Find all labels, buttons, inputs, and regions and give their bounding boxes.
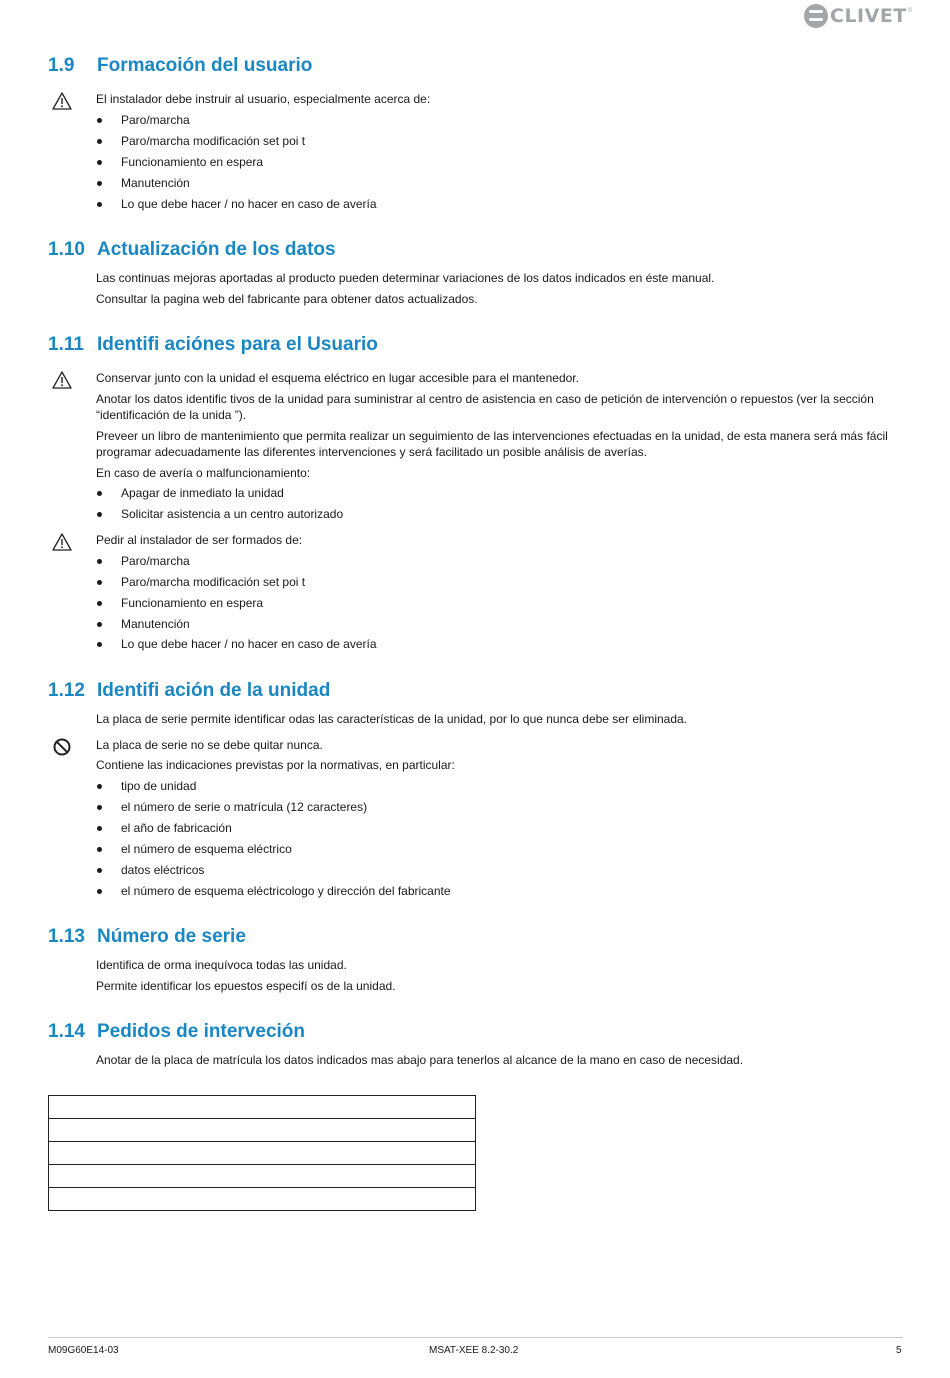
paragraph: Identifica de orma inequívoca todas las unidad. (96, 958, 347, 972)
bullet-dot (97, 826, 102, 831)
paragraph: Permite identificar los epuestos especifí os de la unidad. (96, 979, 396, 993)
bullet-dot (97, 512, 102, 517)
bullet-dot (97, 889, 102, 894)
table-row (49, 1165, 475, 1188)
section-title: Actualización de los datos (97, 239, 336, 260)
list-item-text: el número de serie o matrícula (12 caracteres) (121, 800, 368, 814)
logo-registered-mark: ® (907, 8, 913, 14)
section-heading (48, 239, 336, 261)
bullet-dot (97, 642, 102, 647)
bullet-dot (97, 160, 102, 165)
bullet-dot (97, 181, 102, 186)
bullet-dot (97, 118, 102, 123)
clivet-logo (804, 4, 912, 28)
list-item-text: Manutención (121, 617, 190, 631)
section-number: 1.10 (48, 239, 85, 260)
section-number: 1.9 (48, 55, 75, 76)
section-title: Identifi ación de la unidad (97, 680, 331, 701)
section-number: 1.14 (48, 1021, 85, 1042)
paragraph: Contiene las indicaciones previstas por la normativas, en particular: (96, 758, 455, 772)
bullet-dot (97, 580, 102, 585)
paragraph: Conservar junto con la unidad el esquema eléctrico en lugar accesible para el mantenedor. (96, 371, 579, 385)
list-item-text: Paro/marcha modificación set poi t (121, 575, 306, 589)
list-item-text: Lo que debe hacer / no hacer en caso de avería (121, 197, 377, 211)
list-item-text: Paro/marcha modificación set poi t (121, 134, 306, 148)
section-heading (48, 926, 246, 948)
footer-divider (48, 1337, 903, 1338)
table-row (49, 1188, 475, 1210)
list-item-text: tipo de unidad (121, 779, 197, 793)
paragraph: El instalador debe instruir al usuario, especialmente acerca de: (96, 92, 431, 106)
bullet-dot (97, 784, 102, 789)
paragraph: Preveer un libro de mantenimiento que permita realizar un seguimiento de las intervenciones efectuadas en la unidad, de esta manera será más fácil programar adecuadamente las diferentes intervenciones y será facilitado un posible análisis de averías. (96, 429, 888, 459)
section-heading (48, 55, 312, 77)
list-item-text: Solicitar asistencia a un centro autorizado (121, 507, 344, 521)
section-number: 1.11 (48, 334, 84, 355)
list-item-text: Funcionamiento en espera (121, 596, 264, 610)
bullet-dot (97, 805, 102, 810)
bullet-dot (97, 202, 102, 207)
warning-triangle-icon (52, 91, 72, 111)
section-heading (48, 334, 378, 356)
list-item-text: Lo que debe hacer / no hacer en caso de avería (121, 637, 377, 651)
logo-text: CLIVET (830, 5, 907, 27)
list-item-text: Manutención (121, 176, 190, 190)
section-number: 1.13 (48, 926, 85, 947)
unit-data-table (48, 1095, 476, 1211)
bullet-dot (97, 868, 102, 873)
bullet-dot (97, 622, 102, 627)
bullet-dot (97, 847, 102, 852)
list-item-text: Funcionamiento en espera (121, 155, 264, 169)
footer-document-code: M09G60E14-03 (48, 1345, 119, 1356)
list-item-text: Paro/marcha (121, 554, 190, 568)
section-number: 1.12 (48, 680, 85, 701)
table-row (49, 1096, 475, 1119)
paragraph: Anotar los datos identific tivos de la unidad para suministrar al centro de asistencia en caso de petición de intervención o repuestos (ver la sección “identificación de la unida ”). (96, 392, 874, 422)
logo-mark-icon (804, 4, 828, 28)
section-heading (48, 1021, 305, 1043)
bullet-dot (97, 491, 102, 496)
list-item-text: Apagar de inmediato la unidad (121, 486, 284, 500)
section-title: Identifi aciónes para el Usuario (97, 334, 378, 355)
table-row (49, 1119, 475, 1142)
table-row (49, 1142, 475, 1165)
bullet-dot (97, 139, 102, 144)
paragraph: Las continuas mejoras aportadas al producto pueden determinar variaciones de los datos indicados en éste manual. (96, 271, 715, 285)
paragraph: La placa de serie no se debe quitar nunca. (96, 738, 323, 752)
list-item-text: datos eléctricos (121, 863, 205, 877)
section-title: Formacoión del usuario (97, 55, 313, 76)
list-item-text: Paro/marcha (121, 113, 190, 127)
section-title: Número de serie (97, 926, 246, 947)
paragraph: Pedir al instalador de ser formados de: (96, 533, 303, 547)
bullet-dot (97, 559, 102, 564)
warning-triangle-icon (52, 532, 72, 552)
list-item-text: el año de fabricación (121, 821, 232, 835)
paragraph: Anotar de la placa de matrícula los datos indicados mas abajo para tenerlos al alcance de la mano en caso de necesidad. (96, 1053, 744, 1067)
list-item-text: el número de esquema eléctricologo y dirección del fabricante (121, 884, 451, 898)
prohibition-icon (52, 737, 72, 757)
bullet-dot (97, 601, 102, 606)
section-title: Pedidos de interveción (97, 1021, 305, 1042)
paragraph: La placa de serie permite identificar odas las características de la unidad, por lo que nunca debe ser eliminada. (96, 712, 688, 726)
paragraph: En caso de avería o malfuncionamiento: (96, 466, 311, 480)
footer-model: MSAT-XEE 8.2-30.2 (429, 1345, 519, 1356)
section-heading (48, 680, 330, 702)
warning-triangle-icon (52, 370, 72, 390)
list-item-text: el número de esquema eléctrico (121, 842, 292, 856)
footer-page-number: 5 (896, 1345, 902, 1356)
paragraph: Consultar la pagina web del fabricante para obtener datos actualizados. (96, 292, 478, 306)
